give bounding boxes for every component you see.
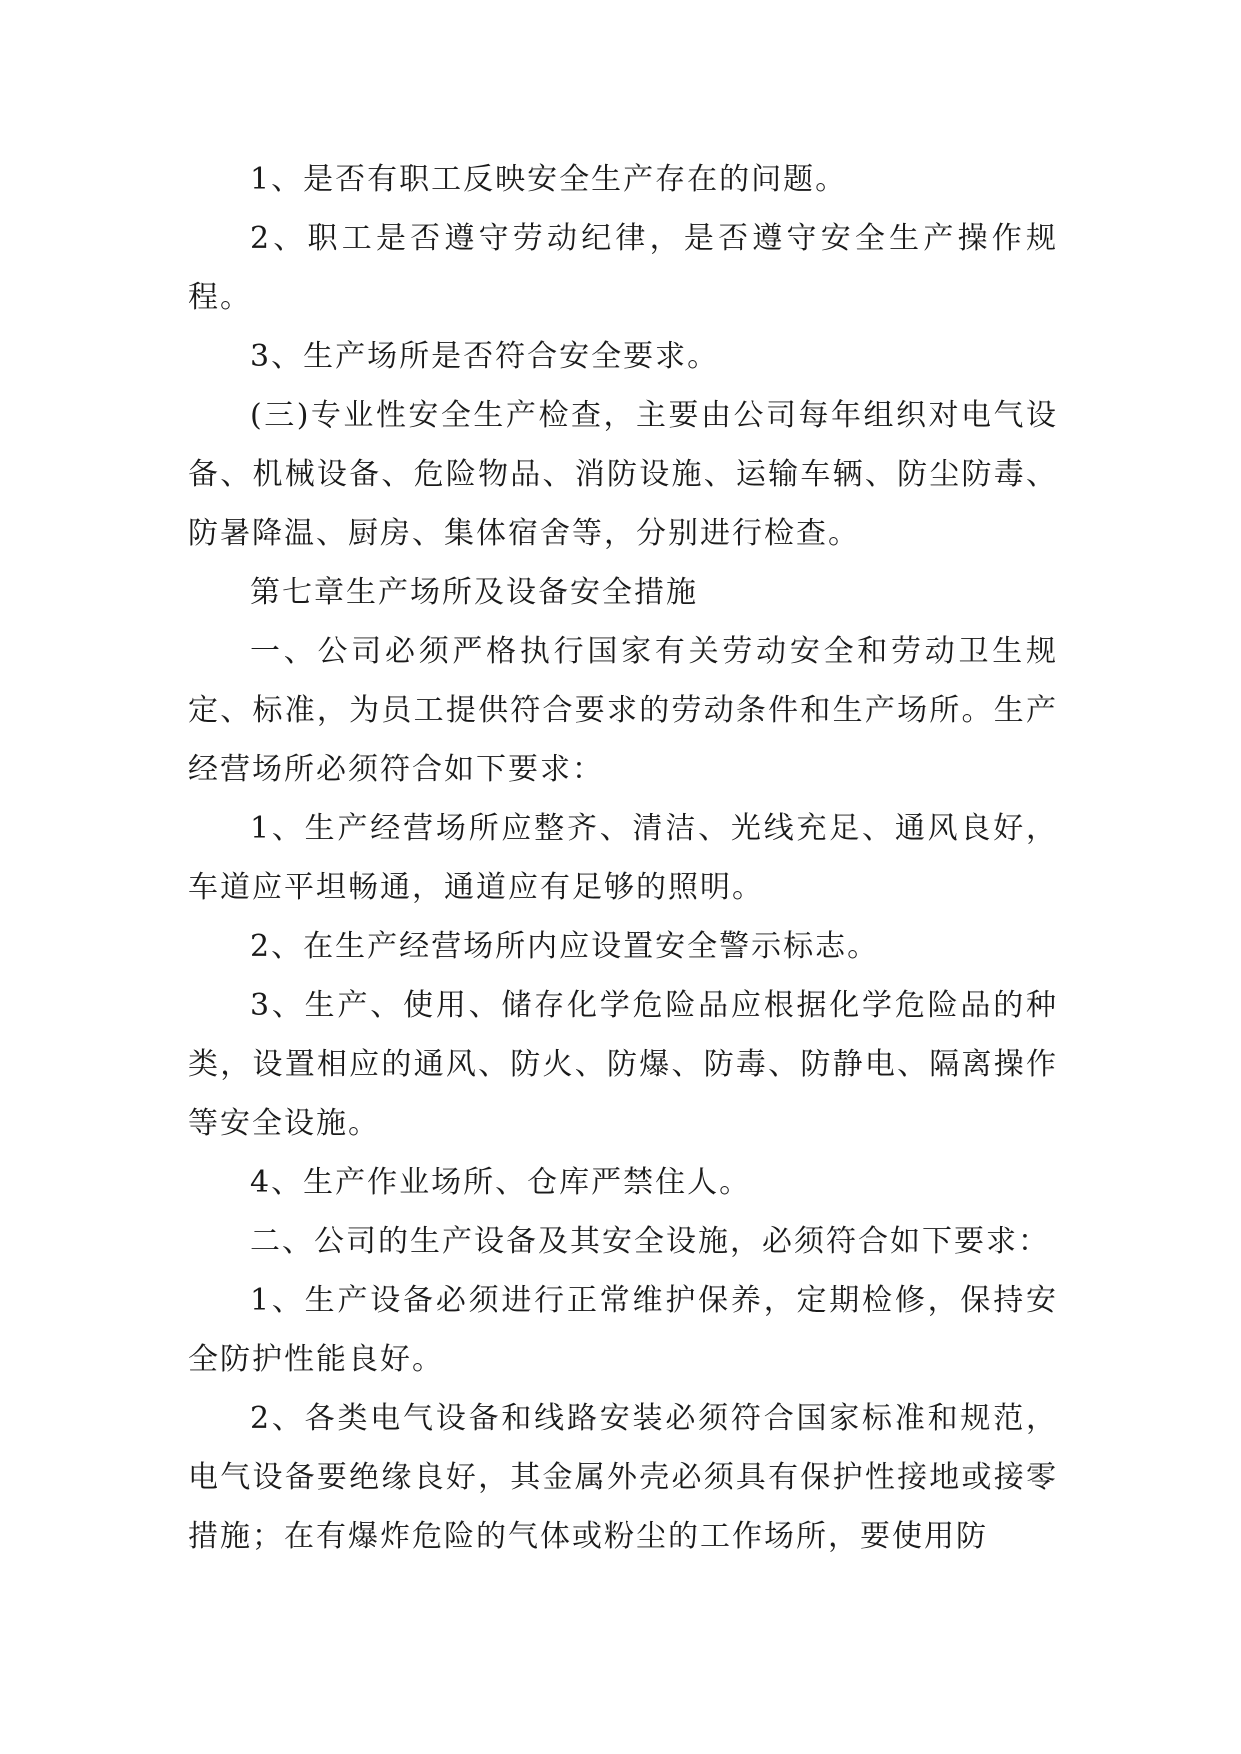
chapter-heading: 第七章生产场所及设备安全措施 bbox=[250, 575, 698, 610]
paragraph-8: 2、在生产经营场所内应设置安全警示标志。 bbox=[250, 929, 880, 964]
document-body bbox=[188, 150, 1058, 1566]
paragraph-12: 1、生产设备必须进行正常维护保养，定期检修，保持安全防护性能良好。 bbox=[188, 1283, 1058, 1377]
paragraph-11: 二、公司的生产设备及其安全设施，必须符合如下要求： bbox=[250, 1224, 1050, 1259]
paragraph-3: 3、生产场所是否符合安全要求。 bbox=[250, 339, 720, 374]
paragraph-1: 1、是否有职工反映安全生产存在的问题。 bbox=[250, 162, 848, 197]
paragraph-2: 2、职工是否遵守劳动纪律，是否遵守安全生产操作规程。 bbox=[188, 221, 1058, 315]
paragraph-7: 1、生产经营场所应整齐、清洁、光线充足、通风良好，车道应平坦畅通，通道应有足够的照明。 bbox=[188, 811, 1058, 905]
paragraph-9: 3、生产、使用、储存化学危险品应根据化学危险品的种类，设置相应的通风、防火、防爆、防毒、防静电、隔离操作等安全设施。 bbox=[188, 988, 1058, 1141]
paragraph-10: 4、生产作业场所、仓库严禁住人。 bbox=[250, 1165, 752, 1200]
paragraph-4: (三)专业性安全生产检查，主要由公司每年组织对电气设备、机械设备、危险物品、消防设施、运输车辆、防尘防毒、防暑降温、厨房、集体宿舍等，分别进行检查。 bbox=[188, 398, 1058, 551]
paragraph-13: 2、各类电气设备和线路安装必须符合国家标准和规范，电气设备要绝缘良好，其金属外壳必须具有保护性接地或接零措施；在有爆炸危险的气体或粉尘的工作场所，要使用防 bbox=[188, 1401, 1058, 1554]
paragraph-6: 一、公司必须严格执行国家有关劳动安全和劳动卫生规定、标准，为员工提供符合要求的劳动条件和生产场所。生产经营场所必须符合如下要求： bbox=[188, 634, 1058, 787]
